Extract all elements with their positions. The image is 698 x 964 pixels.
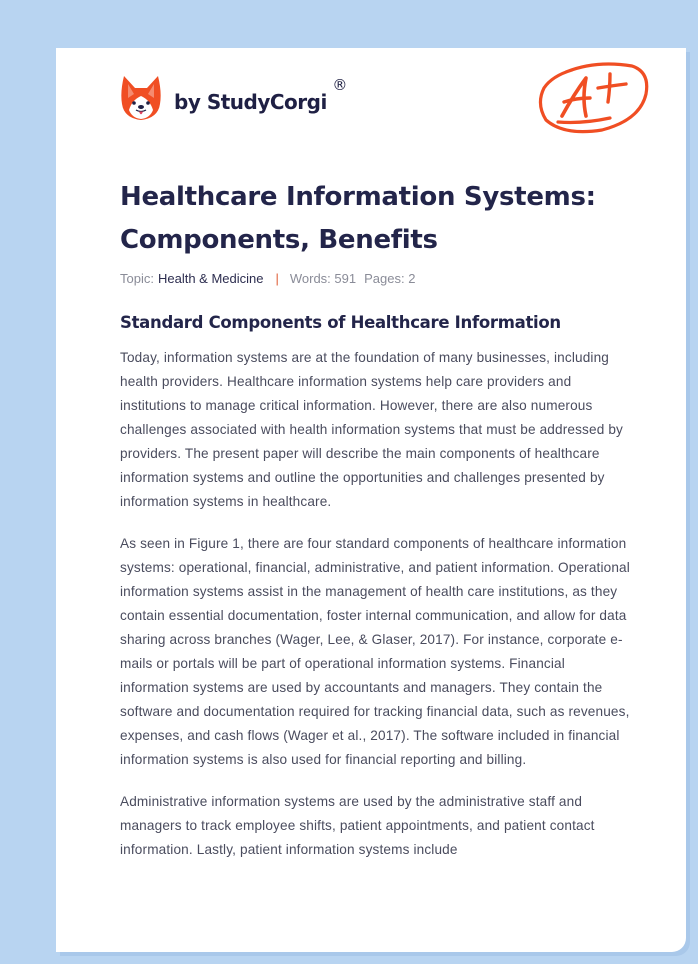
paragraph: Today, information systems are at the foundation of many businesses, including health providers. Healthcare information systems help care providers and institutions to manage critical information. However, there are also numerous challenges associated with health information systems that must be addressed by providers. The present paper will describe the main components of healthcare information systems and outline the opportunities and challenges presented by information systems in healthcare. xyxy=(120,350,623,509)
topic-label: Topic: xyxy=(120,270,154,286)
brand-name: by StudyCorgi ® xyxy=(174,76,347,114)
article-meta xyxy=(120,268,632,288)
page-title: Healthcare Information Systems: Components, Benefits xyxy=(120,182,596,255)
paragraph: As seen in Figure 1, there are four standard components of healthcare information systems: operational, financial, administrative, and patient information. Operational information systems assist in the management of health care institutions, as they contain essential documentation, foster internal communication, and allow for data sharing across branches (Wager, Lee, & Glaser, 2017). For instance, corporate e-mails or portals will be part of operational information systems. Financial information systems are used by accountants and managers. They contain the software and documentation required for tracking financial data, such as revenues, expenses, and cash flows (Wager et al., 2017). The software included in financial information systems is also used for financial reporting and billing. xyxy=(120,536,630,767)
page-count: Pages: 2 xyxy=(364,270,416,286)
corgi-icon xyxy=(120,74,162,122)
document-page xyxy=(56,48,686,952)
paragraph: Administrative information systems are used by the administrative staff and managers to track employee shifts, patient appointments, and patient contact information. Lastly, patient information systems include xyxy=(120,794,595,857)
topic-link[interactable]: Health & Medicine xyxy=(157,270,264,286)
section-heading: Standard Components of Healthcare Information xyxy=(120,313,561,332)
word-count: Words: 591 xyxy=(289,270,357,286)
registered-mark: ® xyxy=(332,76,347,94)
meta-separator: | xyxy=(275,270,279,286)
article-content xyxy=(120,176,632,862)
a-plus-grade-icon xyxy=(536,58,652,140)
brand-header[interactable] xyxy=(120,74,347,122)
